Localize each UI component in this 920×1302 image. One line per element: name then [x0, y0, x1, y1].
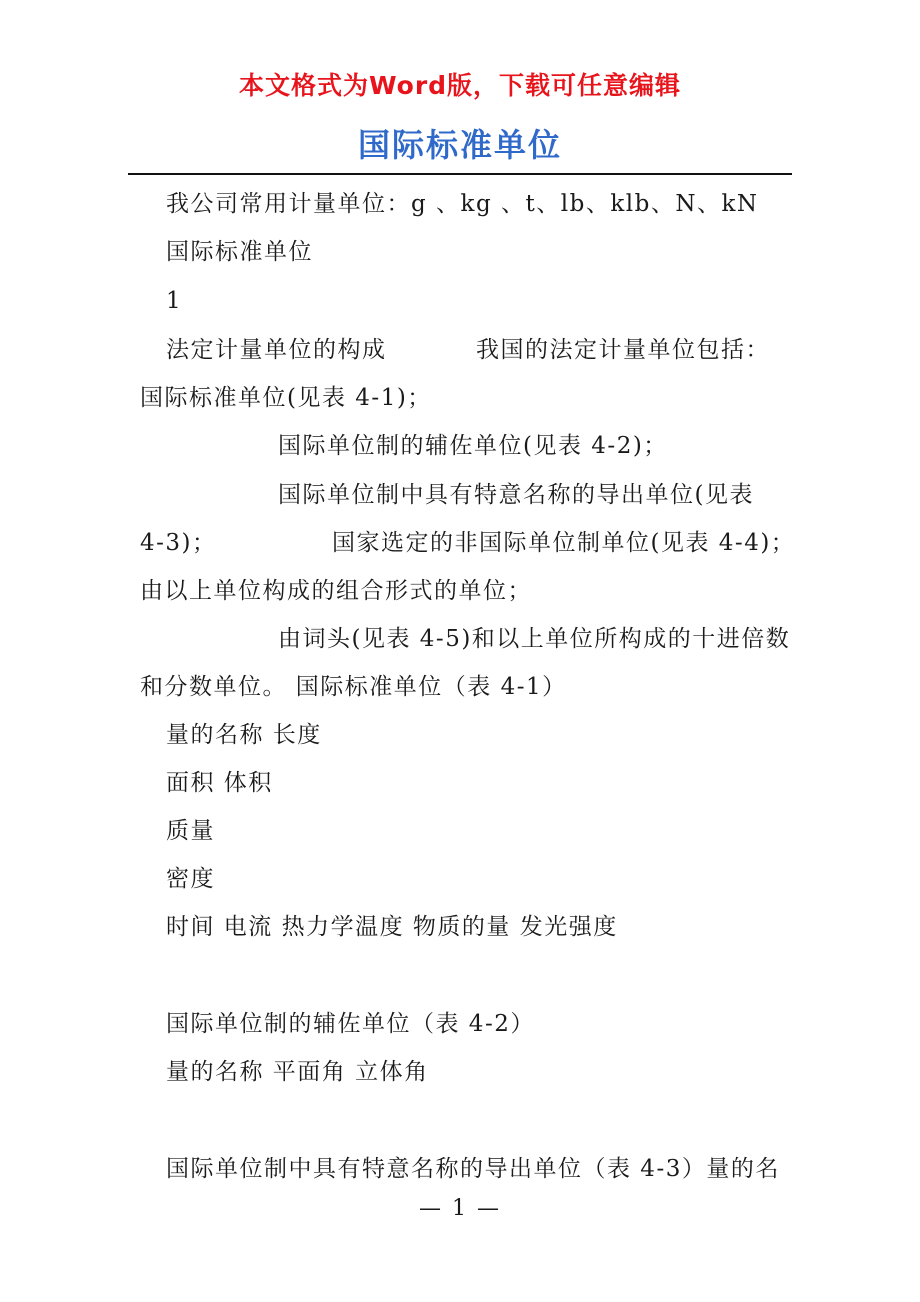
table-4-1-row-density: 密度	[166, 866, 215, 892]
table-4-1-row-area-volume: 面积 体积	[166, 770, 273, 796]
list-item-combined-units: 由以上单位构成的组合形式的单位；	[140, 578, 532, 604]
table-4-1-row-mass: 质量	[166, 818, 215, 844]
list-item-table-4-3: 国际单位制中具有特意名称的导出单位(见表	[278, 482, 754, 508]
page-number: — 1 —	[419, 1196, 501, 1221]
paragraph-common-units: 我公司常用计量单位：g 、kg 、t、lb、klb、N、kN	[166, 191, 759, 217]
format-notice-banner: 本文格式为Word版，下载可任意编辑	[238, 71, 682, 100]
paragraph-heading: 国际标准单位	[166, 239, 313, 265]
list-item-table-4-4: 国家选定的非国际单位制单位(见表 4-4)；	[332, 530, 796, 556]
document-title: 国际标准单位	[357, 126, 562, 164]
table-4-2-row: 量的名称 平面角 立体角	[166, 1059, 429, 1085]
list-item-table-4-2: 国际单位制的辅佐单位(见表 4-2)；	[278, 433, 668, 459]
paragraph-legal-units-title: 法定计量单位的构成	[166, 337, 387, 363]
table-4-1-row-time-etc: 时间 电流 热力学温度 物质的量 发光强度	[166, 914, 618, 940]
list-item-prefixes-cont: 和分数单位。 国际标准单位（表 4-1）	[140, 674, 567, 700]
list-item-table-4-3-cont: 4-3)；	[140, 530, 217, 556]
table-4-3-title: 国际单位制中具有特意名称的导出单位（表 4-3）量的名	[166, 1156, 780, 1182]
list-item-table-4-1: 国际标准单位(见表 4-1)；	[140, 385, 432, 411]
paragraph-legal-units-intro: 我国的法定计量单位包括：	[476, 337, 770, 363]
header-rule	[128, 173, 792, 175]
list-item-prefixes: 由词头(见表 4-5)和以上单位所构成的十进倍数	[278, 626, 791, 652]
table-4-1-row-header: 量的名称 长度	[166, 722, 322, 748]
table-4-2-title: 国际单位制的辅佐单位（表 4-2）	[166, 1011, 535, 1037]
section-number: 1	[166, 288, 183, 314]
